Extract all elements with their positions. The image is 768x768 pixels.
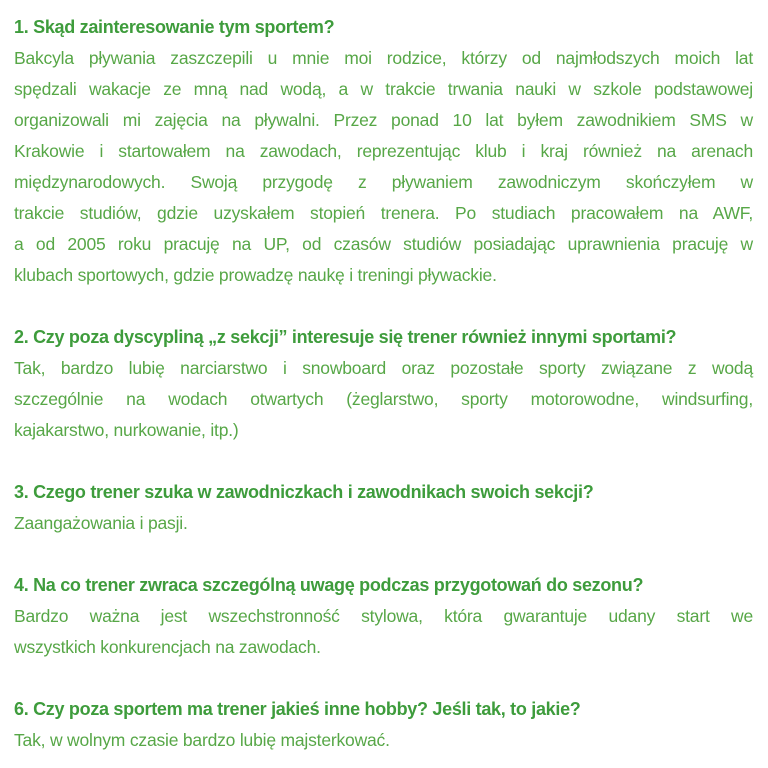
answer-line: trakcie studiów, gdzie uzyskałem stopień trenera. Po studiach pracowałem na AWF, — [14, 203, 753, 223]
qa-section — [14, 570, 753, 663]
answer-line: Bardzo ważna jest wszechstronność stylowa, która gwarantuje udany start we — [14, 606, 753, 626]
answer-line: międzynarodowych. Swoją przygodę z pływaniem zawodniczym skończyłem w — [14, 172, 753, 192]
qa-section — [14, 322, 753, 446]
answer-line: organizowali mi zajęcia na pływalni. Przez ponad 10 lat byłem zawodnikiem SMS w — [14, 110, 753, 130]
answer-line: Bakcyla pływania zaszczepili u mnie moi rodzice, którzy od najmłodszych moich lat — [14, 48, 753, 68]
answer-line: wszystkich konkurencjach na zawodach. — [14, 637, 321, 657]
qa-section — [14, 477, 753, 539]
qa-sections — [14, 12, 753, 756]
qa-section — [14, 694, 753, 756]
question-heading: 1. Skąd zainteresowanie tym sportem? — [14, 17, 335, 37]
question-heading: 6. Czy poza sportem ma trener jakieś inne hobby? Jeśli tak, to jakie? — [14, 699, 581, 719]
answer-line: szczególnie na wodach otwartych (żeglarstwo, sporty motorowodne, windsurfing, — [14, 389, 753, 409]
qa-section — [14, 12, 753, 291]
question-heading: 2. Czy poza dyscypliną „z sekcji” interesuje się trener również innymi sportami? — [14, 327, 677, 347]
answer-line: spędzali wakacje ze mną nad wodą, a w trakcie trwania nauki w szkole podstawowej — [14, 79, 753, 99]
answer-line: a od 2005 roku pracuję na UP, od czasów studiów posiadając uprawnienia pracuję w — [14, 234, 753, 254]
answer-line: Tak, w wolnym czasie bardzo lubię majsterkować. — [14, 730, 390, 750]
answer-line: Tak, bardzo lubię narciarstwo i snowboard oraz pozostałe sporty związane z wodą — [14, 358, 753, 378]
answer-line: klubach sportowych, gdzie prowadzę naukę i treningi pływackie. — [14, 265, 497, 285]
question-heading: 4. Na co trener zwraca szczególną uwagę podczas przygotowań do sezonu? — [14, 575, 644, 595]
answer-line: kajakarstwo, nurkowanie, itp.) — [14, 420, 239, 440]
answer-line: Krakowie i startowałem na zawodach, reprezentując klub i kraj również na arenach — [14, 141, 753, 161]
question-heading: 3. Czego trener szuka w zawodniczkach i zawodnikach swoich sekcji? — [14, 482, 594, 502]
answer-line: Zaangażowania i pasji. — [14, 513, 188, 533]
